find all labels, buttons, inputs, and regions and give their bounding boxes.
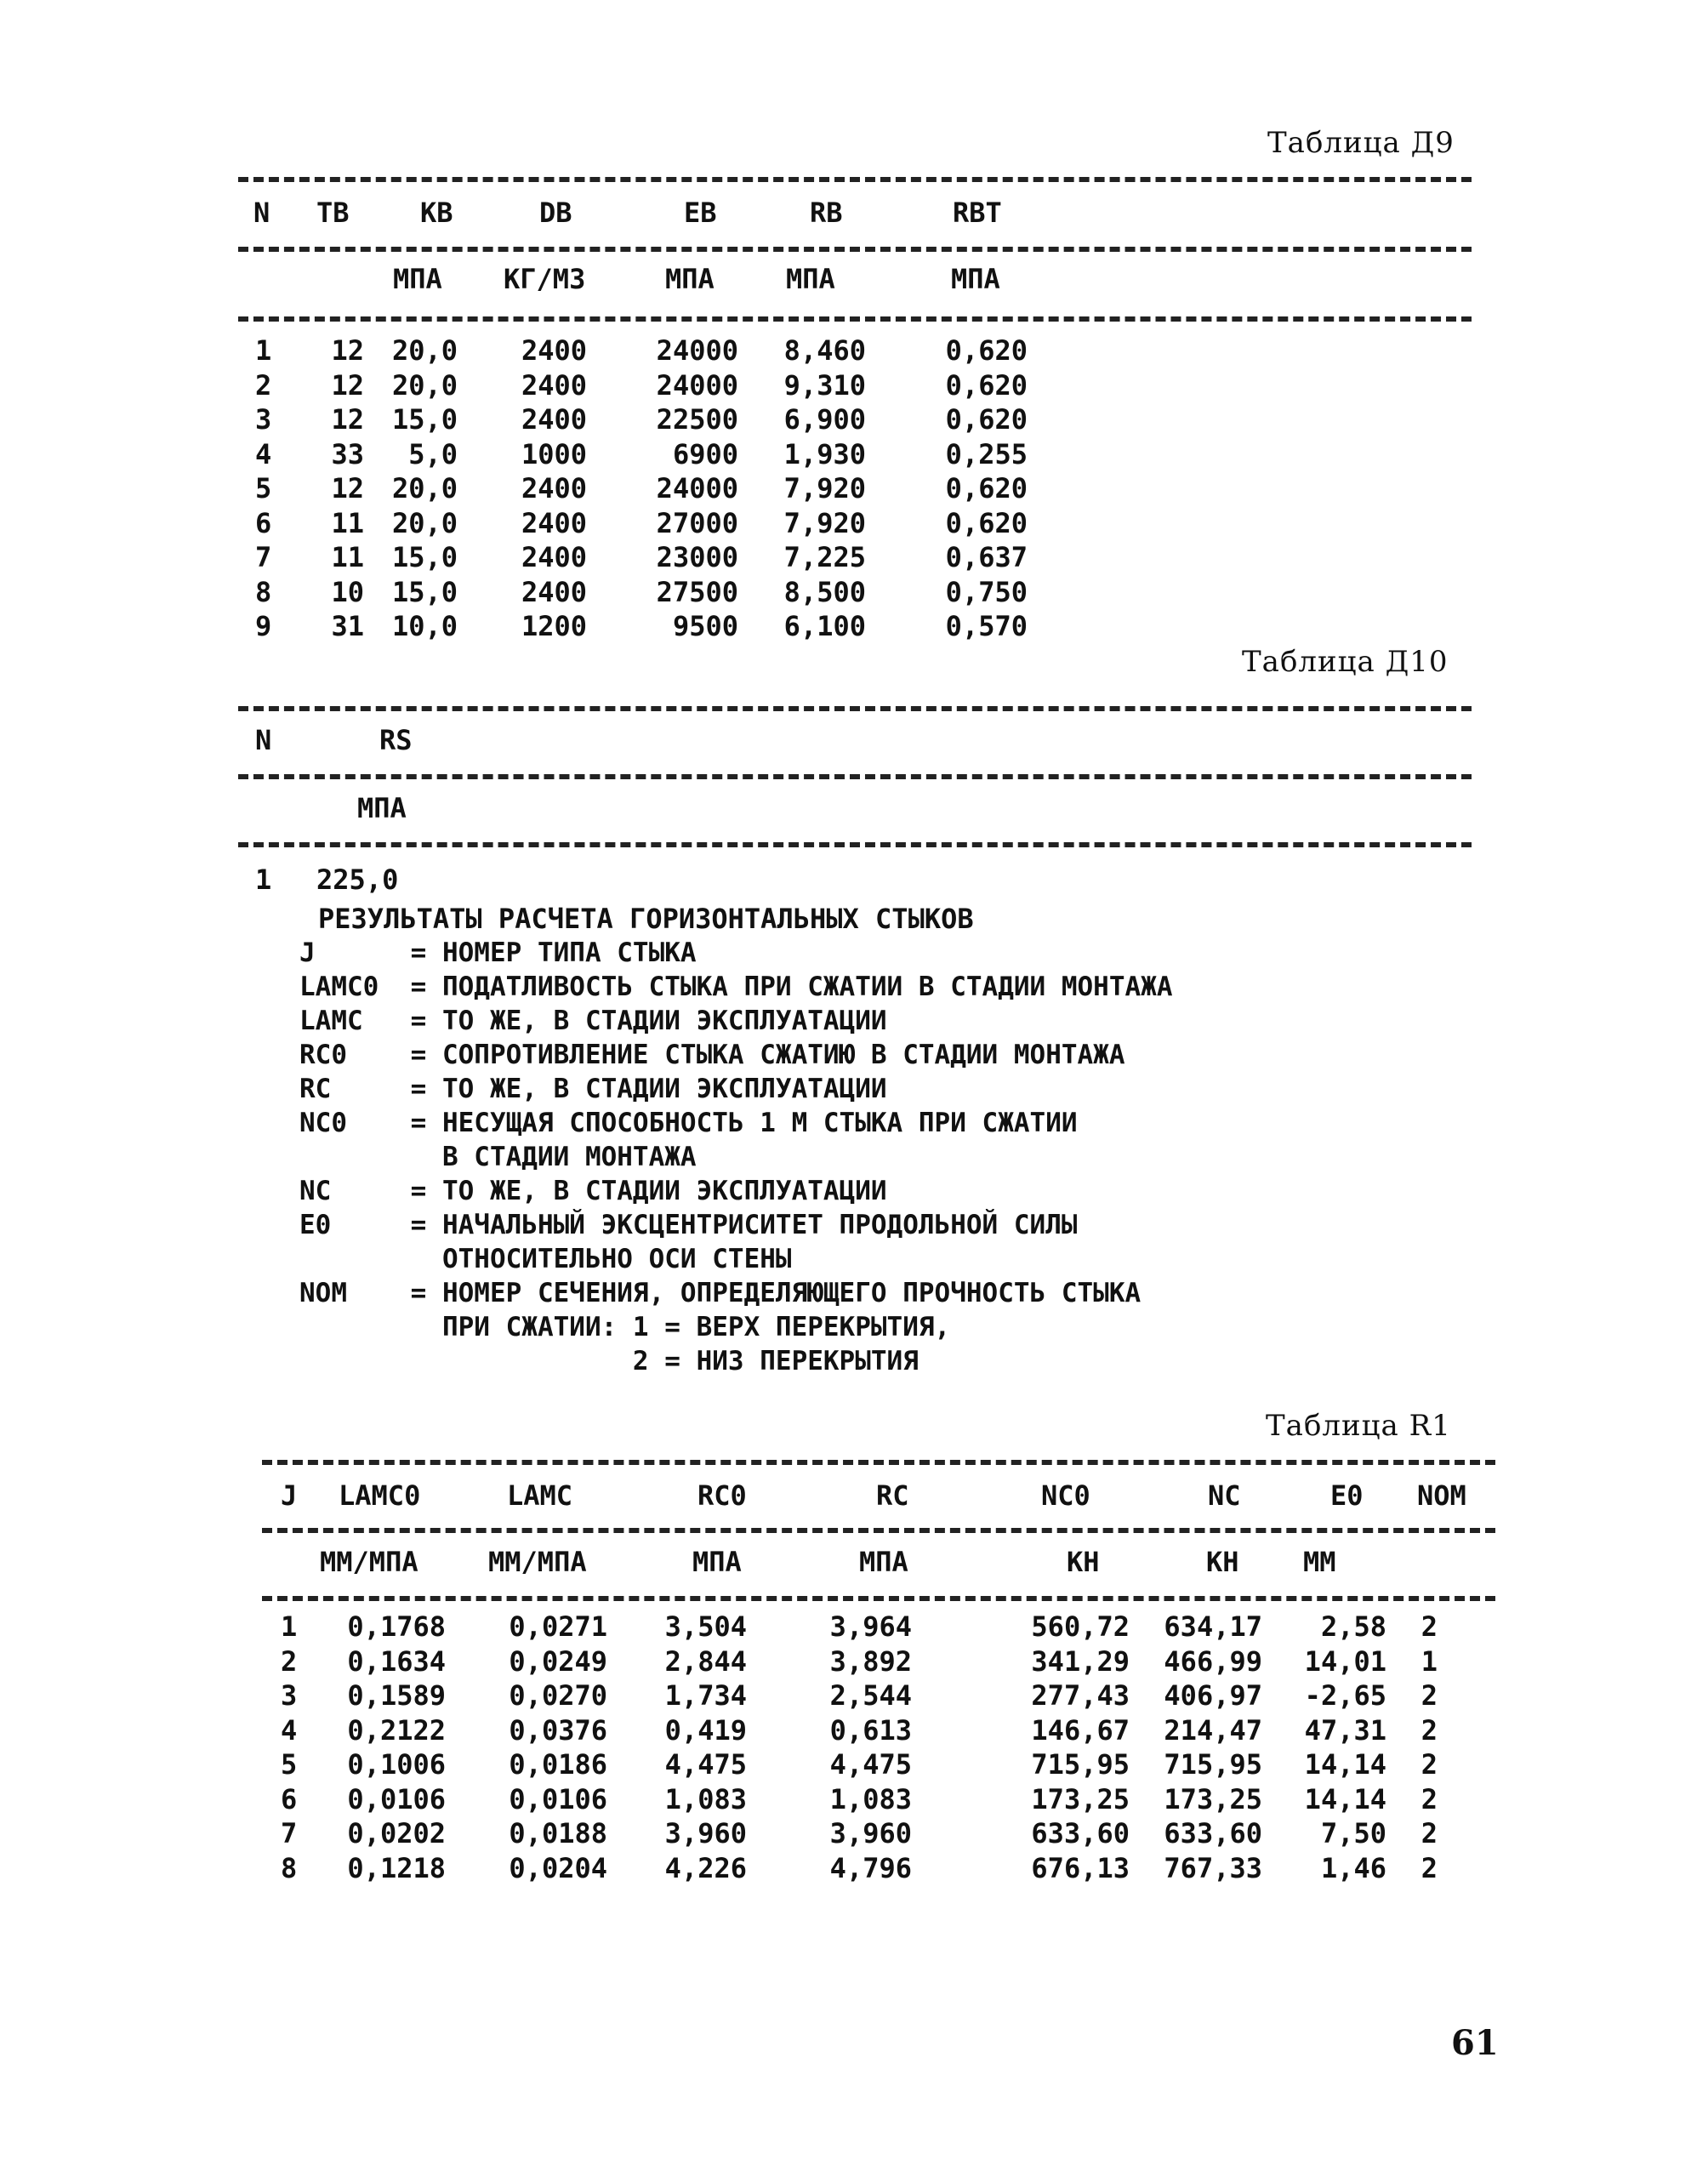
cell-lamc: 0,0270 — [509, 1679, 607, 1712]
cell-rc: 0,613 — [829, 1713, 912, 1747]
cell-eb: 24000 — [656, 368, 738, 402]
cell-n: 8 — [255, 575, 272, 608]
cell-lamc0: 0,0202 — [347, 1817, 446, 1849]
table-d10-header-row — [0, 721, 1708, 759]
cell-j: 4 — [281, 1713, 298, 1747]
cell-rc0: 1,083 — [664, 1782, 747, 1815]
legend-line: LAMC = ТО ЖЕ, В СТАДИИ ЭКСПЛУАТАЦИИ — [299, 1006, 887, 1036]
header-lamc0: LAMC0 — [339, 1479, 421, 1512]
cell-n: 4 — [255, 437, 272, 470]
legend-title: РЕЗУЛЬТАТЫ РАСЧЕТА ГОРИЗОНТАЛЬНЫХ СТЫКОВ — [318, 903, 974, 935]
table-row — [0, 573, 1708, 611]
cell-lamc: 0,0271 — [509, 1610, 607, 1643]
header-n: N — [255, 724, 272, 756]
cell-tb: 33 — [331, 437, 364, 470]
cell-rbt: 0,750 — [945, 575, 1028, 608]
cell-n: 6 — [255, 506, 272, 539]
cell-rb: 6,900 — [783, 403, 866, 436]
legend-line: NOM = НОМЕР СЕЧЕНИЯ, ОПРЕДЕЛЯЮЩЕГО ПРОЧНОСТЬ СТЫКА — [299, 1278, 1142, 1308]
cell-rbt: 0,255 — [945, 437, 1028, 470]
cell-kb: 15,0 — [391, 403, 458, 436]
cell-nc0: 341,29 — [1031, 1644, 1130, 1678]
header-rbt: RBT — [953, 197, 1002, 229]
header-e0: E0 — [1330, 1479, 1364, 1512]
legend-line: В СТАДИИ МОНТАЖА — [299, 1142, 697, 1172]
unit-e0: MM — [1303, 1546, 1336, 1578]
cell-e0: 7,50 — [1320, 1817, 1386, 1849]
table-row — [0, 332, 1708, 369]
table-row — [0, 1608, 1708, 1645]
legend-line: 2 = НИЗ ПЕРЕКРЫТИЯ — [299, 1346, 919, 1376]
cell-nc: 173,25 — [1164, 1782, 1262, 1815]
cell-j: 6 — [281, 1782, 298, 1815]
cell-tb: 11 — [331, 506, 364, 539]
table-row — [0, 539, 1708, 576]
table-row — [0, 1677, 1708, 1714]
cell-lamc: 0,0376 — [509, 1713, 607, 1747]
table-row — [0, 367, 1708, 404]
cell-tb: 31 — [331, 610, 364, 642]
cell-eb: 27500 — [656, 575, 738, 608]
cell-kb: 5,0 — [408, 437, 458, 470]
cell-eb: 27000 — [656, 506, 738, 539]
cell-nc: 214,47 — [1164, 1713, 1262, 1747]
cell-db: 2400 — [521, 541, 587, 573]
cell-nom: 2 — [1420, 1851, 1438, 1884]
cell-e0: 1,46 — [1320, 1851, 1386, 1884]
cell-rc: 4,475 — [829, 1748, 912, 1781]
unit-nc0: KH — [1067, 1546, 1100, 1578]
legend-line: ПРИ СЖАТИИ: 1 = ВЕРХ ПЕРЕКРЫТИЯ, — [299, 1312, 951, 1342]
cell-rc0: 3,504 — [664, 1610, 747, 1643]
cell-rb: 8,460 — [783, 334, 866, 367]
cell-eb: 22500 — [656, 403, 738, 436]
cell-e0: 47,31 — [1304, 1713, 1386, 1747]
cell-e0: -2,65 — [1304, 1679, 1386, 1712]
cell-rc: 3,964 — [829, 1610, 912, 1643]
cell-lamc: 0,0188 — [509, 1817, 607, 1849]
table-d9-header-row — [0, 194, 1708, 231]
cell-rbt: 0,637 — [945, 541, 1028, 573]
cell-db: 2400 — [521, 472, 587, 504]
cell-e0: 14,14 — [1304, 1782, 1386, 1815]
cell-nc: 634,17 — [1164, 1610, 1262, 1643]
cell-n: 2 — [255, 368, 272, 402]
cell-rbt: 0,570 — [945, 610, 1028, 642]
cell-nc0: 277,43 — [1031, 1679, 1130, 1712]
cell-nom: 2 — [1420, 1748, 1438, 1781]
cell-kb: 20,0 — [391, 472, 458, 504]
table-row — [0, 1746, 1708, 1783]
cell-eb: 24000 — [656, 472, 738, 504]
cell-j: 3 — [281, 1679, 298, 1712]
cell-rc0: 0,419 — [664, 1713, 747, 1747]
table-d10-row — [0, 861, 1708, 898]
unit-rs: MПA — [357, 792, 407, 824]
divider — [238, 247, 1472, 252]
cell-rb: 1,930 — [783, 437, 866, 470]
legend-line: J = НОМЕР ТИПА СТЫКА — [299, 938, 697, 968]
header-lamc: LAMC — [507, 1479, 573, 1512]
cell-rbt: 0,620 — [945, 403, 1028, 436]
cell-rc: 3,892 — [829, 1644, 912, 1678]
table-row — [0, 1643, 1708, 1680]
unit-rc: MПA — [859, 1546, 908, 1578]
cell-tb: 10 — [331, 575, 364, 608]
cell-nc: 466,99 — [1164, 1644, 1262, 1678]
cell-db: 2400 — [521, 506, 587, 539]
table-row — [0, 607, 1708, 645]
cell-rc0: 4,226 — [664, 1851, 747, 1884]
cell-nom: 2 — [1420, 1679, 1438, 1712]
cell-nc: 767,33 — [1164, 1851, 1262, 1884]
legend-line: LAMC0 = ПОДАТЛИВОСТЬ СТЫКА ПРИ СЖАТИИ В СТАДИИ МОНТАЖА — [299, 972, 1173, 1002]
cell-rb: 9,310 — [783, 368, 866, 402]
cell-nc: 406,97 — [1164, 1679, 1262, 1712]
header-tb: TB — [316, 197, 350, 229]
cell-nom: 2 — [1420, 1817, 1438, 1849]
divider — [238, 706, 1472, 711]
cell-rb: 7,920 — [783, 472, 866, 504]
cell-lamc0: 0,1768 — [347, 1610, 446, 1643]
cell-n: 3 — [255, 403, 272, 436]
cell-rbt: 0,620 — [945, 506, 1028, 539]
cell-tb: 12 — [331, 368, 364, 402]
cell-rbt: 0,620 — [945, 472, 1028, 504]
legend-line: NC0 = НЕСУЩАЯ СПОСОБНОСТЬ 1 М СТЫКА ПРИ СЖАТИИ — [299, 1108, 1078, 1138]
cell-tb: 12 — [331, 403, 364, 436]
table-row — [0, 1712, 1708, 1749]
unit-rbt: MПA — [951, 263, 1000, 295]
cell-nc0: 633,60 — [1031, 1817, 1130, 1849]
header-eb: EB — [684, 197, 717, 229]
divider — [262, 1596, 1495, 1601]
cell-lamc0: 0,1006 — [347, 1748, 446, 1781]
cell-tb: 11 — [331, 541, 364, 573]
cell-nc0: 173,25 — [1031, 1782, 1130, 1815]
table-row — [0, 401, 1708, 438]
header-rb: RB — [810, 197, 843, 229]
cell-nc0: 676,13 — [1031, 1851, 1130, 1884]
cell-lamc0: 0,0106 — [347, 1782, 446, 1815]
cell-n: 7 — [255, 541, 272, 573]
cell-eb: 23000 — [656, 541, 738, 573]
cell-rc: 2,544 — [829, 1679, 912, 1712]
header-nc: NC — [1208, 1479, 1241, 1512]
cell-rb: 8,500 — [783, 575, 866, 608]
table-d9-caption: Таблица Д9 — [1267, 126, 1455, 160]
table-r1-caption: Таблица R1 — [1266, 1409, 1451, 1443]
cell-nc: 633,60 — [1164, 1817, 1262, 1849]
cell-n: 1 — [255, 334, 272, 367]
header-db: DB — [539, 197, 572, 229]
cell-j: 1 — [281, 1610, 298, 1643]
table-r1-header-row — [0, 1477, 1708, 1514]
cell-rc0: 2,844 — [664, 1644, 747, 1678]
cell-lamc0: 0,2122 — [347, 1713, 446, 1747]
cell-kb: 20,0 — [391, 334, 458, 367]
unit-nc: KH — [1206, 1546, 1239, 1578]
cell-kb: 10,0 — [391, 610, 458, 642]
header-nom: NOM — [1417, 1479, 1466, 1512]
header-kb: KB — [420, 197, 453, 229]
cell-db: 1000 — [521, 437, 587, 470]
cell-rc: 4,796 — [829, 1851, 912, 1884]
cell-n: 9 — [255, 610, 272, 642]
header-n: N — [253, 197, 270, 229]
cell-nc0: 715,95 — [1031, 1748, 1130, 1781]
header-j: J — [281, 1479, 298, 1512]
cell-tb: 12 — [331, 334, 364, 367]
cell-rb: 6,100 — [783, 610, 866, 642]
unit-eb: MПA — [665, 263, 715, 295]
cell-lamc: 0,0186 — [509, 1748, 607, 1781]
cell-db: 2400 — [521, 334, 587, 367]
cell-rc: 1,083 — [829, 1782, 912, 1815]
table-d9-units-row — [0, 260, 1708, 298]
unit-lamc: MM/MПA — [488, 1546, 587, 1578]
table-row — [0, 1815, 1708, 1852]
divider — [238, 842, 1472, 847]
cell-tb: 12 — [331, 472, 364, 504]
cell-lamc0: 0,1218 — [347, 1851, 446, 1884]
cell-eb: 24000 — [656, 334, 738, 367]
legend-line: E0 = НАЧАЛЬНЫЙ ЭКСЦЕНТРИСИТЕТ ПРОДОЛЬНОЙ СИЛЫ — [299, 1210, 1078, 1240]
cell-kb: 15,0 — [391, 575, 458, 608]
cell-n: 1 — [255, 863, 272, 896]
cell-n: 5 — [255, 472, 272, 504]
cell-db: 1200 — [521, 610, 587, 642]
cell-nom: 2 — [1420, 1713, 1438, 1747]
cell-eb: 9500 — [672, 610, 738, 642]
cell-rs: 225,0 — [316, 863, 399, 896]
unit-kb: MПA — [393, 263, 442, 295]
cell-db: 2400 — [521, 368, 587, 402]
divider — [238, 177, 1472, 182]
legend-line: NC = ТО ЖЕ, В СТАДИИ ЭКСПЛУАТАЦИИ — [299, 1176, 887, 1206]
cell-kb: 20,0 — [391, 368, 458, 402]
header-rc: RC — [876, 1479, 909, 1512]
legend-line: RC = ТО ЖЕ, В СТАДИИ ЭКСПЛУАТАЦИИ — [299, 1074, 887, 1104]
legend-line: RC0 = СОПРОТИВЛЕНИЕ СТЫКА СЖАТИЮ В СТАДИИ МОНТАЖА — [299, 1040, 1125, 1070]
cell-lamc: 0,0249 — [509, 1644, 607, 1678]
cell-rc0: 4,475 — [664, 1748, 747, 1781]
table-row — [0, 436, 1708, 473]
cell-j: 5 — [281, 1748, 298, 1781]
table-r1-units-row — [0, 1543, 1708, 1581]
cell-e0: 2,58 — [1320, 1610, 1386, 1643]
unit-lamc0: MM/MПA — [320, 1546, 418, 1578]
cell-e0: 14,01 — [1304, 1644, 1386, 1678]
cell-lamc: 0,0204 — [509, 1851, 607, 1884]
divider — [238, 316, 1472, 322]
divider — [262, 1528, 1495, 1533]
table-row — [0, 504, 1708, 542]
cell-rc: 3,960 — [829, 1817, 912, 1849]
cell-nc0: 560,72 — [1031, 1610, 1130, 1643]
unit-rc0: MПA — [692, 1546, 742, 1578]
cell-db: 2400 — [521, 403, 587, 436]
cell-rc0: 3,960 — [664, 1817, 747, 1849]
cell-nom: 2 — [1420, 1610, 1438, 1643]
cell-rb: 7,920 — [783, 506, 866, 539]
table-row — [0, 1781, 1708, 1818]
divider — [262, 1460, 1495, 1465]
cell-rb: 7,225 — [783, 541, 866, 573]
table-d10-units-row — [0, 789, 1708, 827]
cell-nom: 1 — [1420, 1644, 1438, 1678]
table-row — [0, 470, 1708, 507]
cell-rbt: 0,620 — [945, 368, 1028, 402]
cell-nc: 715,95 — [1164, 1748, 1262, 1781]
legend-line: ОТНОСИТЕЛЬНО ОСИ СТЕНЫ — [299, 1244, 792, 1274]
cell-lamc: 0,0106 — [509, 1782, 607, 1815]
cell-lamc0: 0,1634 — [347, 1644, 446, 1678]
cell-rc0: 1,734 — [664, 1679, 747, 1712]
cell-eb: 6900 — [672, 437, 738, 470]
unit-rb: MПA — [786, 263, 835, 295]
header-rc0: RC0 — [697, 1479, 747, 1512]
table-d10-caption: Таблица Д10 — [1242, 645, 1449, 679]
cell-j: 8 — [281, 1851, 298, 1884]
cell-j: 2 — [281, 1644, 298, 1678]
table-row — [0, 1849, 1708, 1887]
cell-db: 2400 — [521, 575, 587, 608]
cell-nc0: 146,67 — [1031, 1713, 1130, 1747]
header-nc0: NC0 — [1041, 1479, 1090, 1512]
cell-j: 7 — [281, 1817, 298, 1849]
cell-e0: 14,14 — [1304, 1748, 1386, 1781]
cell-kb: 20,0 — [391, 506, 458, 539]
cell-rbt: 0,620 — [945, 334, 1028, 367]
header-rs: RS — [379, 724, 413, 756]
divider — [238, 774, 1472, 779]
cell-kb: 15,0 — [391, 541, 458, 573]
cell-lamc0: 0,1589 — [347, 1679, 446, 1712]
page-number: 61 — [1451, 2023, 1499, 2063]
cell-nom: 2 — [1420, 1782, 1438, 1815]
unit-db: KГ/M3 — [504, 263, 586, 295]
